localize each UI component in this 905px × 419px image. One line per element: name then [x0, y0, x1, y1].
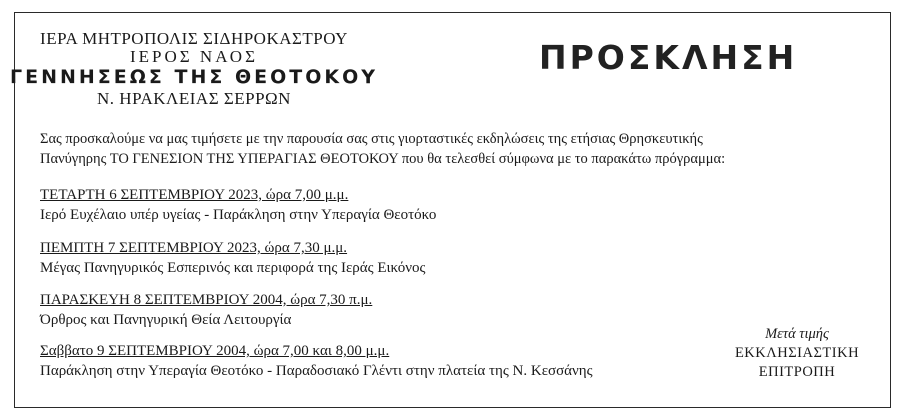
event-description: Ιερό Ευχέλαιο υπέρ υγείας - Παράκληση στην Υπεραγία Θεοτόκο	[40, 207, 437, 223]
church-name: ΓΕΝΝΗΣΕΩΣ ΤΗΣ ΘΕΟΤΟΚΟΥ	[10, 66, 378, 88]
committee-name-line-1: ΕΚΚΛΗΣΙΑΣΤΙΚΗ	[734, 345, 860, 361]
event-date: ΠΑΡΑΣΚΕΥΗ 8 ΣΕΠΤΕΜΒΡΙΟΥ 2004, ώρα 7,30 π.μ.	[40, 292, 373, 308]
event-description: Παράκληση στην Υπεραγία Θεοτόκο - Παραδοσιακό Γλέντι στην πλατεία της Ν. Κεσσάνης	[40, 363, 593, 379]
event-date: ΤΕΤΑΡΤΗ 6 ΣΕΠΤΕΜΒΡΙΟΥ 2023, ώρα 7,00 μ.μ.	[40, 187, 349, 203]
event-date: ΠΕΜΠΤΗ 7 ΣΕΠΤΕΜΒΡΙΟΥ 2023, ώρα 7,30 μ.μ.	[40, 240, 348, 256]
church-location: Ν. ΗΡΑΚΛΕΙΑΣ ΣΕΡΡΩΝ	[97, 89, 291, 108]
committee-name-line-2: ΕΠΙΤΡΟΠΗ	[758, 364, 836, 380]
event-item	[40, 290, 372, 330]
intro-line-1: Σας προσκαλούμε να μας τιμήσετε με την παρουσία σας στις γιορταστικές εκδηλώσεις της ετήσιας Θρησκευτικής	[40, 131, 703, 147]
intro-line-2: Πανύγηρης ΤΟ ΓΕΝΕΣΙΟΝ ΤΗΣ ΥΠΕΡΑΓΙΑΣ ΘΕΟΤΟΚΟΥ που θα τελεσθεί σύμφωνα με το παρακάτω πρόγραμμα:	[40, 151, 726, 167]
signature-block	[722, 325, 872, 382]
closing-phrase: Μετά τιμής	[765, 326, 829, 342]
event-item	[40, 185, 436, 225]
event-item	[40, 341, 593, 381]
event-date: Σαββατο 9 ΣΕΠΤΕΜΒΡΙΟΥ 2004, ώρα 7,00 και 8,00 μ.μ.	[40, 343, 390, 359]
intro-paragraph	[40, 129, 725, 169]
invitation-title: ΠΡΟΣΚΛΗΣΗ	[539, 38, 798, 77]
church-label: ΙΕΡΟΣ ΝΑΟΣ	[130, 47, 258, 66]
event-description: Μέγας Πανηγυρικός Εσπερινός και περιφορά της Ιεράς Εικόνος	[40, 260, 426, 276]
event-item	[40, 238, 426, 278]
metropolis-name: ΙΕΡΑ ΜΗΤΡΟΠΟΛΙΣ ΣΙΔΗΡΟΚΑΣΤΡΟΥ	[40, 29, 348, 48]
event-description: Όρθρος και Πανηγυρική Θεία Λειτουργία	[40, 312, 292, 328]
